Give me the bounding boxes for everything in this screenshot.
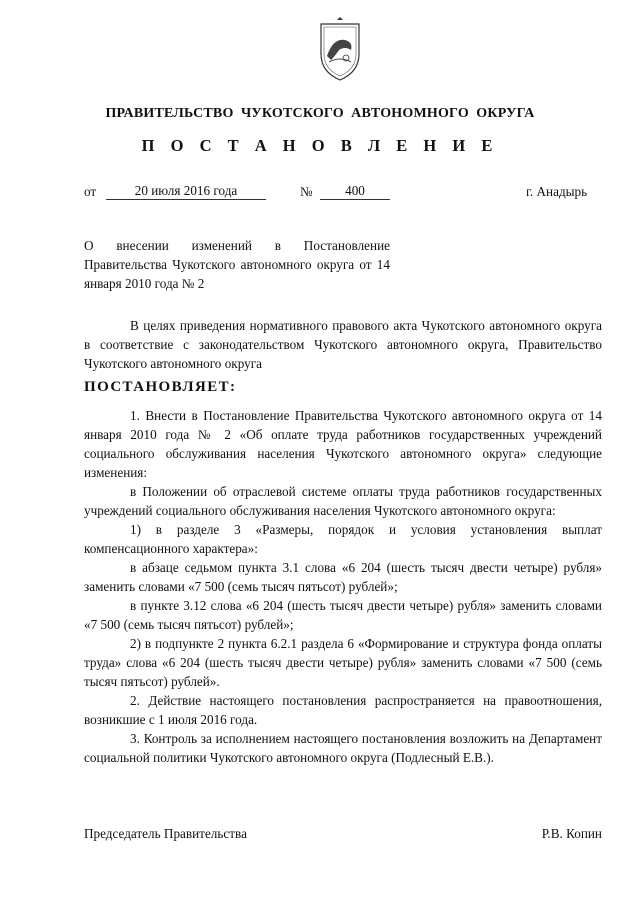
list-item: 2. Действие настоящего постановления распространяется на правоотношения, возникшие с 1 июля 2016 года. [84, 693, 602, 727]
list-item: 2) в подпункте 2 пункта 6.2.1 раздела 6 «Формирование и структура фонда оплаты труда» слова «6 204 (шесть тысяч двести четыре) рубля» заменить словами «7 500 (семь тысяч пятьсот) рублей». [84, 636, 602, 689]
government-title: ПРАВИТЕЛЬСТВО ЧУКОТСКОГО АВТОНОМНОГО ОКРУГА [105, 106, 535, 121]
date-prefix: от [84, 184, 97, 199]
city: г. Анадырь [526, 184, 588, 199]
resolves-heading: ПОСТАНОВЛЯЕТ: [84, 379, 237, 395]
preamble-block [84, 316, 602, 373]
document-date: 20 июля 2016 года [106, 182, 266, 200]
date-number-row [0, 182, 640, 202]
list-item: 1. Внести в Постановление Правительства Чукотского автономного округа от 14 января 2010 года № 2 «Об оплате труда работников государственных учреждений социального обслуживания населения Чукотского автономного округа» следующие изменения: [84, 408, 602, 480]
list-item: 1) в разделе 3 «Размеры, порядок и условия установления выплат компенсационного характера»: [84, 522, 602, 556]
chukotka-coat-of-arms-icon [315, 16, 365, 86]
document-number: 400 [320, 182, 390, 200]
document-subject: О внесении изменений в Постановление Правительства Чукотского автономного округа от 14 января 2010 года № 2 [84, 238, 390, 291]
number-prefix: № [300, 184, 313, 199]
signatory-name: Р.В. Копин [541, 826, 602, 841]
preamble: В целях приведения нормативного правового акта Чукотского автономного округа в соответствие с законодательством Чукотского автономного округа, Правительство Чукотского автономного округа [84, 318, 602, 371]
list-item: в абзаце седьмом пункта 3.1 слова «6 204 (шесть тысяч двести четыре) рубля» заменить словами «7 500 (семь тысяч пятьсот) рублей»; [84, 560, 602, 594]
signatory-position: Председатель Правительства [84, 826, 247, 841]
items-block [84, 406, 602, 767]
document-type-title: П О С Т А Н О В Л Е Н И Е [141, 136, 499, 155]
list-item: 3. Контроль за исполнением настоящего постановления возложить на Департамент социальной политики Чукотского автономного округа (Подлесный Е.В.). [84, 731, 602, 765]
list-item: в Положении об отраслевой системе оплаты труда работников государственных учреждений социального обслуживания населения Чукотского автономного округа: [84, 484, 602, 518]
list-item: в пункте 3.12 слова «6 204 (шесть тысяч двести четыре) рубля» заменить словами «7 500 (семь тысяч пятьсот) рублей»; [84, 598, 602, 632]
